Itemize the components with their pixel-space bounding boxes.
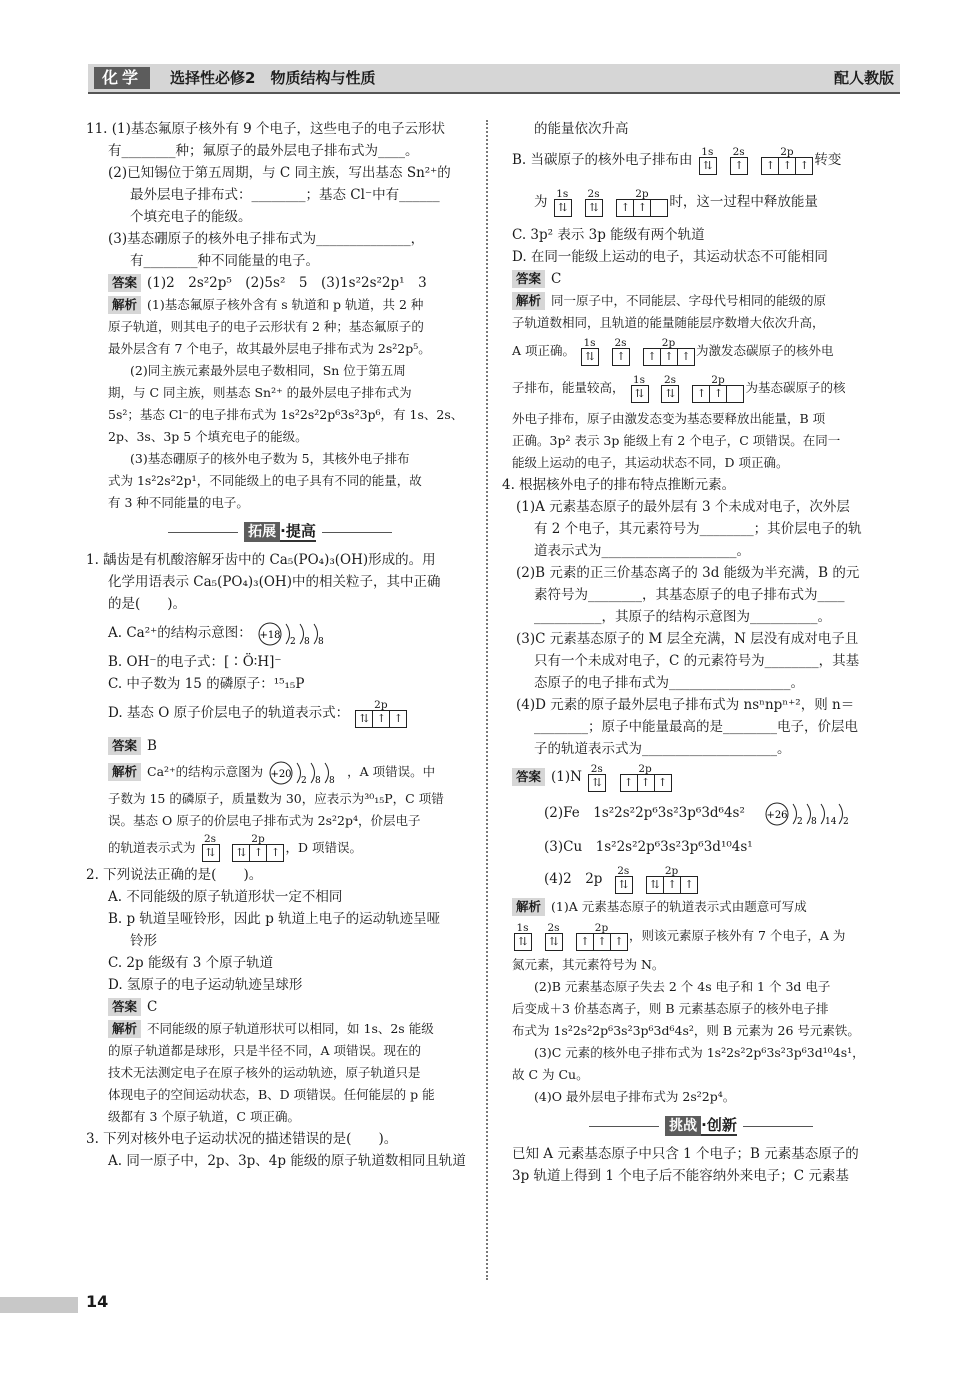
orbital-diagram: 1s ⇅ (631, 375, 648, 403)
analysis-text: 技术无法测定电子在原子核外的运动轨迹，原子轨道只是 (108, 1064, 421, 1080)
section-heading-challenge (512, 1112, 890, 1139)
ca-ion-structure-diagram (256, 619, 336, 649)
answer-tag: 答案 (108, 737, 141, 755)
q2-line: 2. 下列说法正确的是( )。 (86, 866, 263, 883)
section-box: 挑战 (665, 1116, 701, 1136)
question-5 (512, 1143, 890, 1187)
analysis-text: 后变成＋3 价基态离子，则 B 元素基态原子的核外电子排 (512, 1001, 829, 1016)
orbital-diagram: 1s ⇅ (554, 189, 571, 217)
question-3-continued (512, 118, 890, 474)
analysis-text: 外电子排布，原子由激发态变为基态要释放出能量，B 项 (512, 411, 826, 426)
svg-text:8: 8 (315, 775, 321, 786)
analysis-text: (1)基态氟原子核外含有 s 轨道和 p 轨道，共 2 种 (147, 297, 424, 312)
orbital-diagram: 2p ↑ ↑ ↑ (643, 338, 694, 366)
analysis-text: 有 3 种不同能量的电子。 (108, 495, 249, 510)
analysis-text: 期，与 C 同主族，则基态 Sn²⁺ 的最外层电子排布式为 (108, 385, 412, 400)
answer-text: C (147, 998, 158, 1015)
q2-option-d: D. 氢原子的电子运动轨迹呈球形 (108, 976, 303, 993)
analysis-text: 不同能级的原子轨道形状可以相同，如 1s、2s 能级 (147, 1020, 434, 1036)
q3-option-a: A. 同一原子中，2p、3p、4p 能级的原子轨道数相同且轨道 (108, 1152, 466, 1169)
analysis-text: 2p、3s、3p 5 个填充电子的能级。 (108, 429, 308, 444)
analysis-tag: 解析 (108, 1020, 141, 1038)
analysis-text: (4)O 最外层电子排布式为 2s²2p⁴。 (534, 1089, 736, 1104)
q3-option-d: D. 在同一能级上运动的电子，其运动状态不可能相同 (512, 249, 828, 265)
q1-line: 化学用语表示 Ca₅(PO₄)₃(OH)中的相关粒子，其中正确 (108, 574, 441, 590)
answer-text: (1)2 2s²2p⁵ (2)5s² 5 (3)1s²2s²2p¹ 3 (147, 275, 427, 291)
q3-option-c: C. 3p² 表示 3p 能级有两个轨道 (512, 227, 705, 243)
orbital-diagram: 1s ⇅ (581, 338, 598, 366)
svg-text:+26: +26 (766, 809, 788, 821)
answer-text: B (147, 738, 157, 754)
analysis-text: 布式为 1s²2s²2p⁶3s²3p⁶3d⁶4s²，则 B 元素为 26 号元素铁。 (512, 1023, 860, 1038)
analysis-text: 原子轨道，则其电子的电子云形状有 2 种；基态氟原子的 (108, 319, 424, 334)
q4-line: (3)C 元素基态原子的 M 层全充满，N 层没有成对电子且 (516, 631, 859, 647)
orbital-diagram: 2s ⇅ (545, 923, 562, 951)
analysis-text: 最外层含有 7 个电子，故其最外层电子排布式为 2s²2p⁵。 (108, 341, 431, 356)
q5-line: 3p 轨道上得到 1 个电子后不能容纳外来电子；C 元素基 (512, 1168, 849, 1184)
analysis-text: 的原子轨道都是球形，只是半径不同，A 项错误。现在的 (108, 1042, 422, 1058)
analysis-text: 同一原子中，不同能层、字母代号相同的能级的原 (551, 293, 827, 308)
svg-text:2: 2 (290, 636, 296, 647)
analysis-tag: 解析 (512, 292, 545, 310)
svg-text:2: 2 (797, 816, 803, 827)
q4-line: ________；原子中能量最高的是________电子，价层电 (534, 719, 858, 735)
edition-label: 配人教版 (833, 69, 894, 87)
analysis-text: 故 C 为 Cu。 (512, 1067, 589, 1082)
q1-option-a: A. Ca²⁺的结构示意图： (108, 625, 252, 641)
fe-atom-structure-diagram (763, 799, 863, 829)
analysis-text: ，则该元素原子核外有 7 个电子，A 为 (628, 928, 846, 943)
q1-line: 1. 龋齿是有机酸溶解牙齿中的 Ca₅(PO₄)₃(OH)形成的。用 (86, 552, 436, 568)
q4-line: (1)A 元素基态原子的最外层有 3 个未成对电子，次外层 (516, 499, 850, 515)
svg-text:2: 2 (301, 775, 307, 786)
analysis-text: (3)C 元素的核外电子排布式为 1s²2s²2p⁶3s²3p⁶3d¹⁰4s¹， (534, 1045, 865, 1060)
q11-line: 有________种不同能量的电子。 (130, 253, 319, 269)
section-box: 拓展 (244, 522, 280, 542)
analysis-text: 为激发态碳原子的核外电 (695, 343, 834, 358)
q4-line: 素符号为________，其基态原子的电子排布式为____ (534, 587, 845, 603)
q2-option-c: C. 2p 能级有 3 个原子轨道 (108, 954, 274, 971)
q11-line: 11. (1)基态氟原子核外有 9 个电子，这些电子的电子云形状 (86, 121, 446, 137)
analysis-text: Ca²⁺的结构示意图为 (147, 764, 264, 779)
analysis-text: 5s²；基态 Cl⁻的电子排布式为 1s²2s²2p⁶3s²3p⁶，有 1s、2s、 (108, 407, 464, 422)
orbital-diagram: 2s ↑ (730, 147, 747, 175)
question-11 (86, 118, 474, 514)
q1-line: 的是( )。 (108, 596, 187, 612)
q4-line: 有 2 个电子，其元素符号为________；其价层电子的轨 (534, 521, 862, 537)
orbital-diagram: 1s ⇅ (699, 147, 716, 175)
q3-line: 3. 下列对核外电子运动状况的描述错误的是( )。 (86, 1130, 398, 1147)
q11-line: (3)基态硼原子的核外电子排布式为______________， (108, 231, 425, 247)
orbital-diagram: 2s ⇅ (202, 834, 219, 862)
q2-option-a: A. 不同能级的原子轨道形状一定不相同 (108, 888, 343, 905)
q11-line: 个填充电子的能级。 (130, 209, 252, 225)
q4-line: __________，其原子的结构示意图为__________。 (534, 609, 831, 625)
orbital-diagram: 2p ↑ ↑ ↑ (620, 764, 671, 792)
left-column (86, 118, 474, 1172)
q11-line: (2)已知锡位于第五周期，与 C 同主族，写出基态 Sn²⁺的 (108, 165, 451, 181)
analysis-text: 式为 1s²2s²2p¹，不同能级上的电子具有不同的能量，故 (108, 473, 422, 488)
svg-text:+18: +18 (259, 629, 281, 641)
column-divider (486, 120, 488, 1280)
analysis-tag: 解析 (108, 763, 141, 781)
q1-option-d: D. 基态 O 原子价层电子的轨道表示式： (108, 705, 350, 721)
q2-option-b: 铃形 (130, 932, 157, 949)
analysis-text: ，A 项错误。中 (347, 764, 436, 779)
svg-text:14: 14 (825, 816, 837, 827)
svg-text:+20: +20 (270, 768, 292, 780)
q4-line: (4)D 元素的原子最外层电子排布式为 nsⁿnpⁿ⁺²，则 n＝ (516, 697, 855, 713)
orbital-diagram: 2p ⇅ ↑ ↑ (355, 700, 406, 728)
ca-ion-structure-diagram (267, 758, 347, 788)
section-title: ·提高 (280, 522, 316, 540)
analysis-text: 子排布，能量较高， (512, 380, 625, 395)
question-4 (502, 474, 890, 1108)
question-1 (86, 549, 474, 864)
q5-line: 已知 A 元素基态原子中只含 1 个电子；B 元素基态原子的 (512, 1146, 859, 1162)
answer-text: (4)2 2p (544, 871, 603, 887)
q3-option-a-cont: 的能量依次升高 (534, 121, 629, 137)
answer-tag: 答案 (108, 998, 141, 1016)
section-title: ·创新 (701, 1116, 737, 1134)
page-header (88, 64, 900, 94)
analysis-tag: 解析 (512, 898, 545, 916)
orbital-diagram: 2p ⇅ ↑ ↑ (646, 866, 697, 894)
orbital-diagram: 2s ⇅ (588, 764, 605, 792)
right-column (502, 118, 890, 1187)
analysis-text: 子数为 15 的磷原子，质量数为 30，应表示为³⁰₁₅P，C 项错 (108, 790, 444, 806)
analysis-text: (3)基态硼原子的核外电子数为 5，其核外电子排布 (130, 451, 410, 466)
analysis-text: (2)B 元素基态原子失去 2 个 4s 电子和 1 个 3d 电子 (534, 979, 831, 994)
orbital-diagram: 2p ↑ ↑ (616, 189, 667, 217)
page-number: 14 (86, 1292, 109, 1311)
q3-option-b: 时，这一过程中释放能量 (669, 194, 818, 210)
orbital-diagram: 2s ⇅ (615, 866, 632, 894)
answer-text: (1)N (551, 769, 582, 785)
analysis-tag: 解析 (108, 296, 141, 314)
orbital-diagram: 2s ⇅ (585, 189, 602, 217)
question-3 (86, 1128, 474, 1172)
analysis-text: 能级上运动的电子，其运动状态不同，D 项正确。 (512, 455, 789, 470)
orbital-diagram: 2s ⇅ (661, 375, 678, 403)
answer-text: (2)Fe 1s²2s²2p⁶3s²3p⁶3d⁶4s² (544, 805, 745, 821)
q4-line: 只有一个未成对电子，C 的元素符号为________，其基 (534, 653, 860, 669)
answer-text: (3)Cu 1s²2s²2p⁶3s²3p⁶3d¹⁰4s¹ (544, 839, 753, 855)
orbital-diagram: 2p ↑ ↑ (692, 375, 743, 403)
footer-bar (0, 1297, 78, 1313)
analysis-text: 正确。3p² 表示 3p 能级上有 2 个电子，C 项错误。在同一 (512, 433, 841, 448)
answer-text: C (551, 271, 562, 287)
q3-option-b: 为 (534, 194, 548, 210)
analysis-text: ，D 项错误。 (285, 839, 362, 855)
q4-line: 道表示式为____________________。 (534, 543, 750, 559)
orbital-diagram: 1s ⇅ (514, 923, 531, 951)
q4-line: 4. 根据核外电子的排布特点推断元素。 (502, 477, 736, 493)
analysis-text: 级都有 3 个原子轨道，C 项正确。 (108, 1108, 300, 1124)
q2-option-b: B. p 轨道呈哑铃形，因此 p 轨道上电子的运动轨迹呈哑 (108, 910, 441, 927)
analysis-text: 误。基态 O 原子的价层电子排布式为 2s²2p⁴，价层电子 (108, 812, 421, 828)
question-2 (86, 864, 474, 1128)
orbital-diagram: 2s ↑ (612, 338, 629, 366)
q11-line: 有________种；氟原子的最外层电子排布式为____。 (108, 143, 419, 159)
analysis-text: 为基态碳原子的核 (745, 380, 846, 395)
q3-option-b: B. 当碳原子的核外电子排布由 (512, 152, 693, 168)
q4-line: 态原子的电子排布式为__________________。 (534, 675, 804, 691)
orbital-diagram: 2p ↑ ↑ ↑ (576, 923, 627, 951)
analysis-text: 氮元素，其元素符号为 N。 (512, 957, 665, 972)
section-heading-extension (86, 518, 474, 545)
analysis-text: 的轨道表示式为 (108, 839, 196, 855)
orbital-diagram: 2p ↑ ↑ ↑ (761, 147, 812, 175)
svg-text:8: 8 (318, 636, 324, 647)
analysis-text: (2)同主族元素最外层电子数相同，Sn 位于第五周 (130, 363, 406, 378)
subject-label: 化学 (94, 67, 150, 89)
analysis-text: (1)A 元素基态原子的轨道表示式由题意可写成 (551, 899, 807, 914)
q11-line: 最外层电子排布式：________；基态 Cl⁻中有______ (130, 187, 440, 203)
book-title: 选择性必修2 物质结构与性质 (170, 69, 376, 87)
q1-option-c: C. 中子数为 15 的磷原子：¹⁵₁₅P (108, 676, 305, 692)
analysis-text: A 项正确。 (512, 343, 576, 358)
analysis-text: 体现电子的空间运动状态，B、D 项错误。任何能层的 p 能 (108, 1086, 435, 1102)
svg-text:8: 8 (811, 816, 817, 827)
q1-option-b: B. OH⁻的电子式：[∶Ö∶H]⁻ (108, 654, 282, 670)
q3-option-b: 转变 (814, 152, 842, 168)
answer-tag: 答案 (512, 270, 545, 288)
svg-text:8: 8 (304, 636, 310, 647)
answer-tag: 答案 (512, 768, 545, 786)
q4-line: 子的轨道表示式为____________________。 (534, 741, 791, 757)
orbital-diagram: 2p ⇅ ↑ ↑ (232, 834, 283, 862)
q4-line: (2)B 元素的正三价基态离子的 3d 能级为半充满，B 的元 (516, 565, 860, 581)
svg-text:8: 8 (329, 775, 335, 786)
answer-tag: 答案 (108, 274, 141, 292)
analysis-text: 子轨道数相同，且轨道的能量随能层序数增大依次升高， (512, 315, 825, 330)
svg-text:2: 2 (843, 816, 849, 827)
